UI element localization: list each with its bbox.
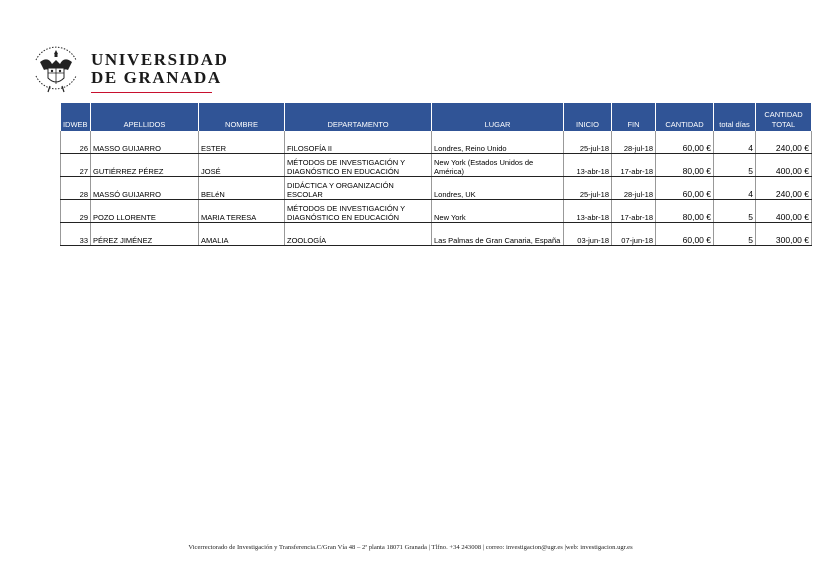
cell-lugar: Las Palmas de Gran Canaria, España — [432, 223, 564, 246]
col-header-apellidos: APELLIDOS — [91, 103, 199, 131]
cell-cantidad-total: 240,00 € — [756, 131, 812, 154]
cell-departamento: MÉTODOS DE INVESTIGACIÓN Y DIAGNÓSTICO EN EDUCACIÓN — [285, 154, 432, 177]
col-header-idweb: IDWEB — [61, 103, 91, 131]
cell-total-dias: 5 — [714, 154, 756, 177]
table-row — [61, 154, 812, 177]
cell-apellidos: PÉREZ JIMÉNEZ — [91, 223, 199, 246]
cell-apellidos: POZO LLORENTE — [91, 200, 199, 223]
cell-idweb: 26 — [61, 131, 91, 154]
cell-lugar: New York (Estados Unidos de América) — [432, 154, 564, 177]
cell-total-dias: 5 — [714, 200, 756, 223]
cell-departamento: FILOSOFÍA II — [285, 131, 432, 154]
cell-cantidad-total: 300,00 € — [756, 223, 812, 246]
table-header-row — [61, 103, 812, 131]
cell-nombre: MARIA TERESA — [199, 200, 285, 223]
col-header-fin: FIN — [612, 103, 656, 131]
cell-apellidos: GUTIÉRREZ PÉREZ — [91, 154, 199, 177]
cell-cantidad: 60,00 € — [656, 131, 714, 154]
cell-cantidad: 60,00 € — [656, 223, 714, 246]
col-header-nombre: NOMBRE — [199, 103, 285, 131]
cell-idweb: 28 — [61, 177, 91, 200]
cell-departamento: DIDÁCTICA Y ORGANIZACIÓN ESCOLAR — [285, 177, 432, 200]
col-header-lugar: LUGAR — [432, 103, 564, 131]
cell-nombre: ESTER — [199, 131, 285, 154]
cell-idweb: 33 — [61, 223, 91, 246]
cell-inicio: 25-jul-18 — [564, 177, 612, 200]
cell-fin: 28-jul-18 — [612, 177, 656, 200]
cell-lugar: Londres, Reino Unido — [432, 131, 564, 154]
table-row — [61, 177, 812, 200]
col-header-inicio: INICIO — [564, 103, 612, 131]
cell-fin: 17-abr-18 — [612, 200, 656, 223]
cell-inicio: 03-jun-18 — [564, 223, 612, 246]
cell-cantidad: 60,00 € — [656, 177, 714, 200]
cell-nombre: BELéN — [199, 177, 285, 200]
cell-cantidad-total: 240,00 € — [756, 177, 812, 200]
cell-apellidos: MASSO GUIJARRO — [91, 131, 199, 154]
cell-departamento: ZOOLOGÍA — [285, 223, 432, 246]
cell-nombre: JOSÉ — [199, 154, 285, 177]
university-seal-logo — [30, 40, 82, 94]
university-name — [91, 51, 229, 87]
table-row — [61, 200, 812, 223]
cell-lugar: Londres, UK — [432, 177, 564, 200]
cell-total-dias: 4 — [714, 177, 756, 200]
cell-fin: 17-abr-18 — [612, 154, 656, 177]
cell-inicio: 13-abr-18 — [564, 154, 612, 177]
cell-fin: 28-jul-18 — [612, 131, 656, 154]
cell-apellidos: MASSÓ GUIJARRO — [91, 177, 199, 200]
cell-idweb: 27 — [61, 154, 91, 177]
cell-total-dias: 5 — [714, 223, 756, 246]
cell-inicio: 25-jul-18 — [564, 131, 612, 154]
col-header-cantidad: CANTIDAD — [656, 103, 714, 131]
page-footer: Vicerrectorado de Investigación y Transferencia.C/Gran Vía 48 – 2ª planta 18071 Granada | Tlfno. +34 243008 | correo: investigacion@ugr.es |web: investigacion.ugr.es — [188, 544, 633, 551]
brand-line-1: UNIVERSIDAD — [91, 50, 229, 69]
cell-departamento: MÉTODOS DE INVESTIGACIÓN Y DIAGNÓSTICO EN EDUCACIÓN — [285, 200, 432, 223]
col-header-cantidad-total: CANTIDAD TOTAL — [756, 103, 812, 131]
col-header-total-dias: total días — [714, 103, 756, 131]
table-row — [61, 131, 812, 154]
cell-lugar: New York — [432, 200, 564, 223]
brand-line-2: DE GRANADA — [91, 68, 222, 87]
cell-cantidad-total: 400,00 € — [756, 154, 812, 177]
cell-nombre: AMALIA — [199, 223, 285, 246]
cell-fin: 07-jun-18 — [612, 223, 656, 246]
table-row — [61, 223, 812, 246]
cell-cantidad: 80,00 € — [656, 154, 714, 177]
cell-cantidad-total: 400,00 € — [756, 200, 812, 223]
cell-inicio: 13-abr-18 — [564, 200, 612, 223]
travel-grants-table — [60, 103, 812, 246]
brand-divider — [91, 92, 212, 93]
cell-cantidad: 80,00 € — [656, 200, 714, 223]
cell-total-dias: 4 — [714, 131, 756, 154]
col-header-departamento: DEPARTAMENTO — [285, 103, 432, 131]
cell-idweb: 29 — [61, 200, 91, 223]
